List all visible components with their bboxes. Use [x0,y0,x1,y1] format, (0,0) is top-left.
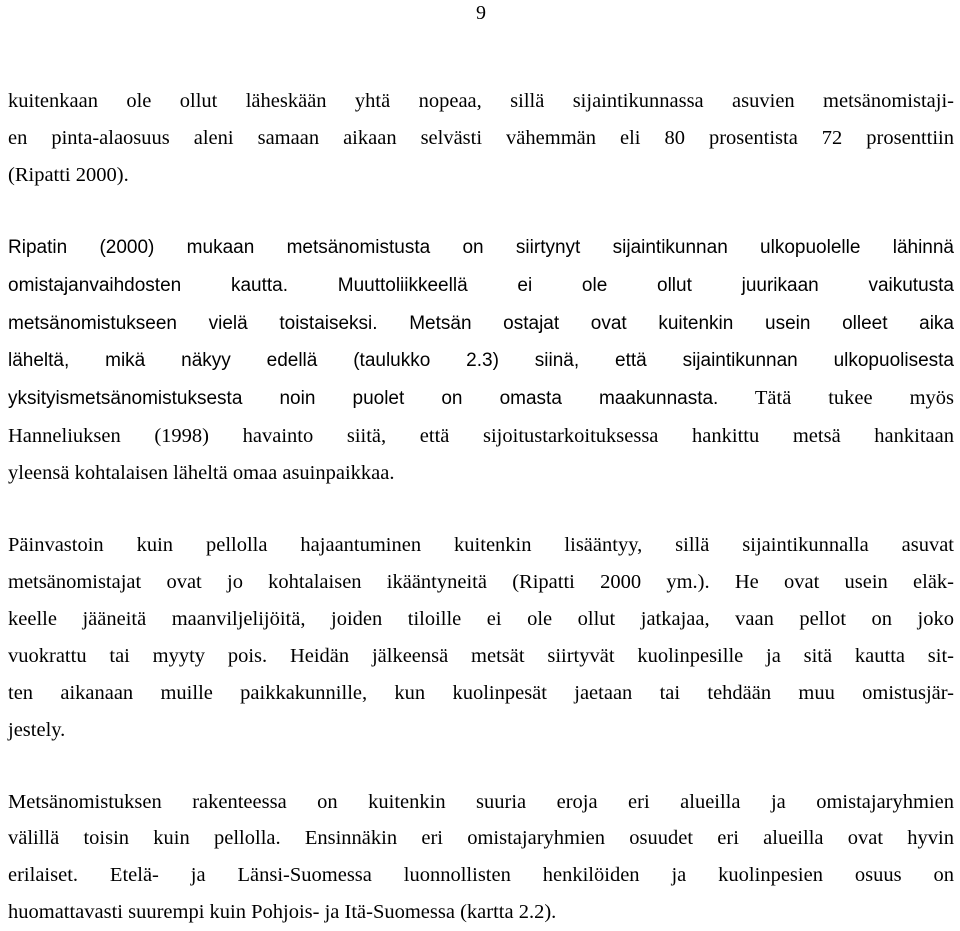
text-run: välillä toisin kuin pellolla. Ensinnäkin eri omistajaryhmien osuudet eri alueilla ovat hyvin [8,827,954,850]
text-run: vuokrattu tai myyty pois. Heidän jälkeensä metsät siirtyvät kuolinpesille ja sitä kautta sit- [8,644,954,667]
text-line [8,83,954,120]
text-run: Metsänomistuksen rakenteessa on kuitenkin suuria eroja eri alueilla ja omistajaryhmien [8,790,954,813]
text-run: (Ripatti 2000). [8,163,129,186]
text-line [8,455,954,492]
text-line [8,820,954,857]
text-run: huomattavasti suurempi kuin Pohjois- ja Itä-Suomessa (kartta 2.2). [8,901,557,924]
paragraph-3 [8,527,954,748]
paragraph-1 [8,83,954,194]
text-run: erilaiset. Etelä- ja Länsi-Suomessa luonnollisten henkilöiden ja kuolinpesien osuus on [8,864,954,887]
text-line [8,527,954,564]
text-line [8,857,954,894]
text-run: jestely. [8,718,66,741]
text-line [8,305,954,343]
text-line [8,120,954,157]
page-body [8,83,954,931]
paragraph-4 [8,784,954,931]
text-line [8,342,954,380]
text-run: Päinvastoin kuin pellolla hajaantuminen kuitenkin lisääntyy, sillä sijaintikunnalla asuvat [8,534,954,557]
text-run: kuitenkaan ole ollut läheskään yhtä nopeaa, sillä sijaintikunnassa asuvien metsänomistaji- [8,90,954,112]
text-run: Ripatin (2000) mukaan metsänomistusta on siirtynyt sijaintikunnan ulkopuolelle lähinnä [8,236,954,258]
text-run: läheltä, mikä näkyy edellä (taulukko 2.3) siinä, että sijaintikunnan ulkopuolisesta [8,350,954,372]
text-line [8,229,954,267]
text-run: metsänomistajat ovat jo kohtalaisen ikääntyneitä (Ripatti 2000 ym.). He ovat usein eläk- [8,570,954,593]
text-run: keelle jääneitä maanviljelijöitä, joiden tiloille ei ole ollut jatkajaa, vaan pellot on joko [8,607,954,630]
text-line [8,894,954,931]
text-run: omistajanvaihdosten kautta. Muuttoliikkeellä ei ole ollut juurikaan vaikutusta [8,274,954,296]
text-line [8,418,954,455]
text-run: Hanneliuksen (1998) havainto siitä, että sijoitustarkoituksessa hankittu metsä hankitaan [8,425,954,448]
text-run: metsänomistukseen vielä toistaiseksi. Metsän ostajat ovat kuitenkin usein olleet aika [8,312,954,334]
text-line [8,267,954,305]
text-line [8,784,954,821]
text-run: yksityismetsänomistuksesta noin puolet on omasta maakunnasta. [8,388,719,410]
text-run: yleensä kohtalaisen läheltä omaa asuinpaikkaa. [8,462,395,485]
text-line [8,380,954,418]
text-run: en pinta-alaosuus aleni samaan aikaan selvästi vähemmän eli 80 prosentista 72 prosenttiin [8,126,954,149]
text-run: Tätä tukee myös [718,387,954,410]
text-run: ten aikanaan muille paikkakunnille, kun kuolinpesät jaetaan tai tehdään muu omistusjär- [8,681,954,704]
text-line [8,564,954,601]
text-line [8,675,954,712]
text-line [8,712,954,749]
text-line [8,157,954,194]
page-number: 9 [476,2,486,24]
paragraph-2 [8,229,954,492]
text-line [8,601,954,638]
text-line [8,638,954,675]
